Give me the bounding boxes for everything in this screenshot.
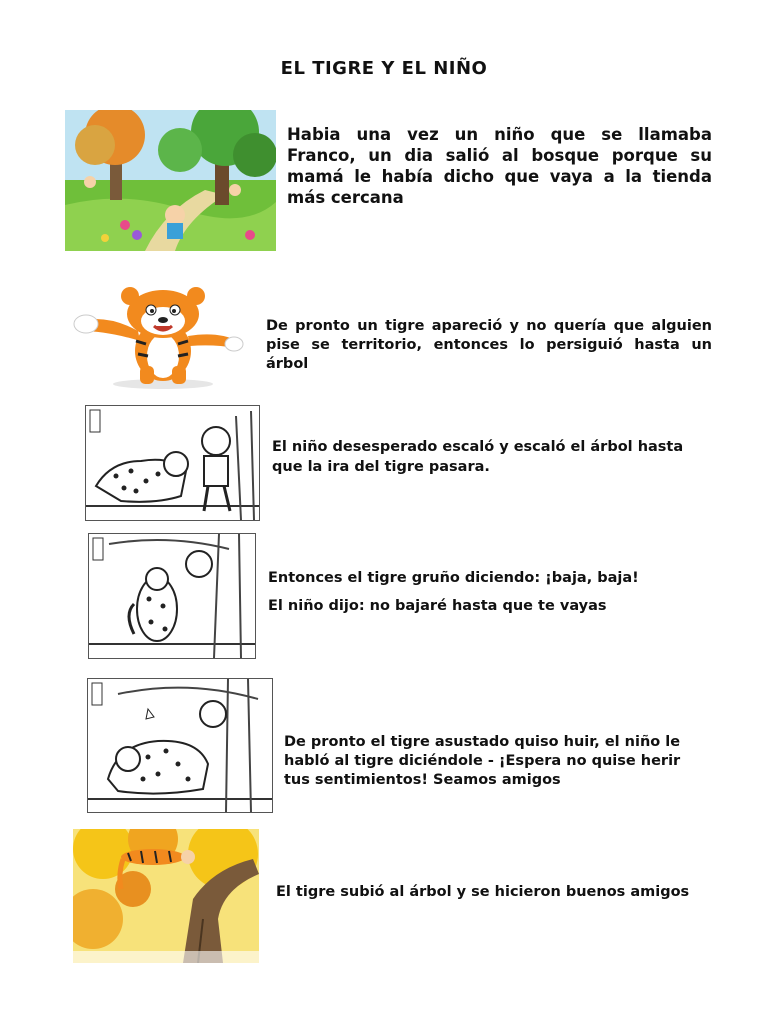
- comic-panel-chase: [85, 405, 260, 521]
- comic-panel-tiger-growls: [88, 533, 256, 659]
- paragraph-line: habló al tigre diciéndole - ¡Espera no quise herir: [284, 753, 681, 769]
- paragraph-line: que la ira del tigre pasara.: [272, 459, 490, 475]
- paragraph-friends: El tigre subió al árbol y se hicieron buenos amigos: [276, 884, 690, 900]
- paragraph-climbs-tree: [272, 437, 722, 477]
- paragraph-boy-replies: El niño dijo: no bajaré hasta que te vayas: [268, 598, 607, 614]
- page-title: EL TIGRE Y EL NIÑO: [280, 58, 488, 79]
- tiger-cartoon-illustration: [68, 286, 246, 390]
- paragraph-tiger-growls: Entonces el tigre gruño diciendo: ¡baja, baja!: [268, 570, 639, 586]
- paragraph-line: De pronto el tigre asustado quiso huir, el niño le: [284, 734, 681, 750]
- paragraph-intro: Habia una vez un niño que se llamaba Franco, un dia salió al bosque porque su mamá le había dicho que vaya a la tienda más cercana: [287, 125, 712, 207]
- paragraph-tiger-flees: [284, 733, 724, 790]
- paragraph-tiger-appears: De pronto un tigre apareció y no quería que alguien pise se territorio, entonces lo persiguió hasta un árbol: [266, 318, 712, 372]
- paragraph-line: tus sentimientos! Seamos amigos: [284, 772, 561, 788]
- comic-panel-tiger-scared: [87, 678, 273, 813]
- paragraph-line: El niño desesperado escaló y escaló el árbol hasta: [272, 439, 684, 455]
- forest-illustration: [65, 110, 276, 251]
- autumn-tree-illustration: [73, 829, 259, 963]
